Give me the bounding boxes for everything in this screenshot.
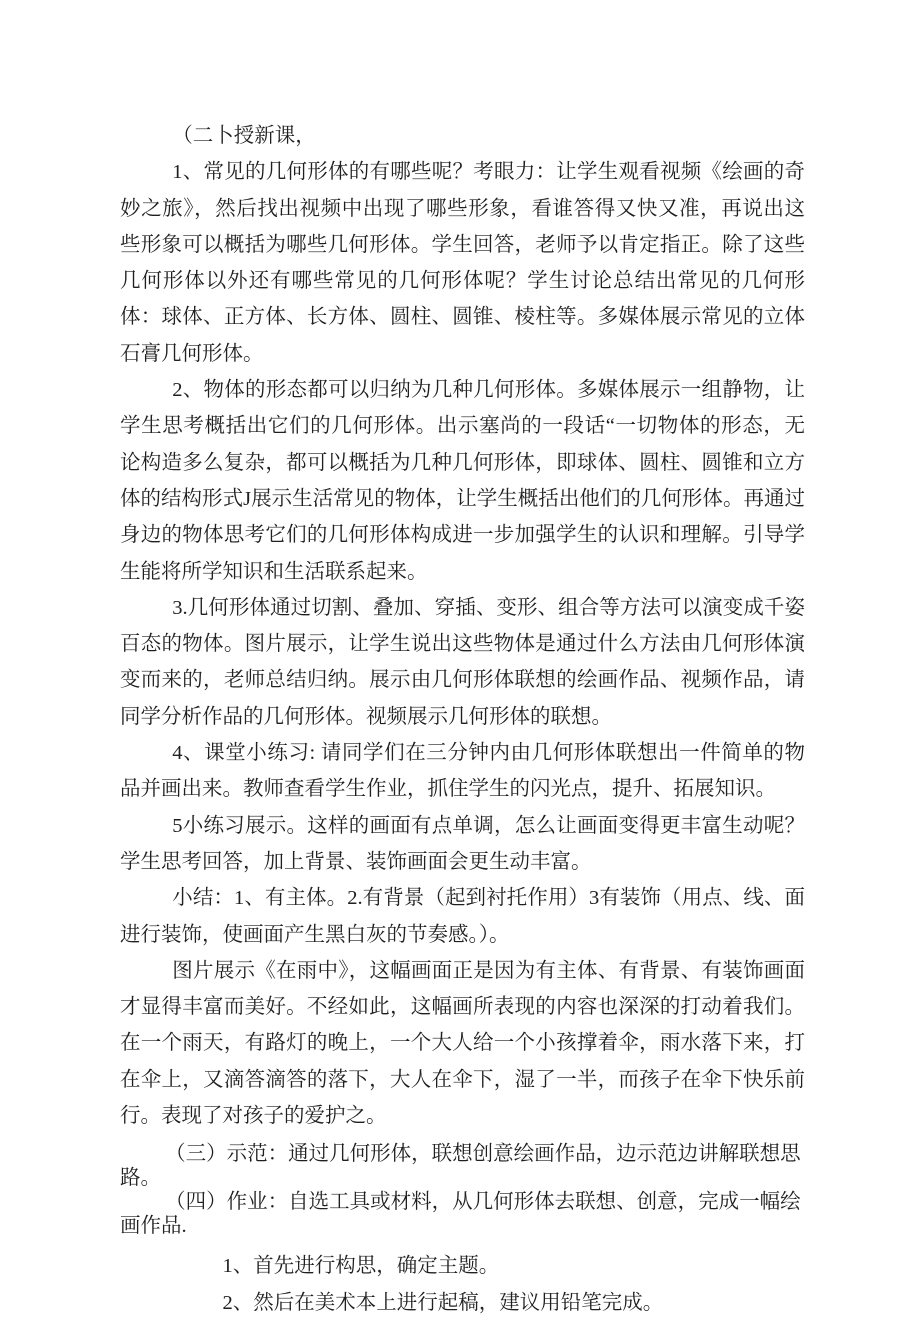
- paragraph-homework-step-1: 1、首先进行构思，确定主题。: [222, 1255, 500, 1278]
- paragraph-summary: 小结：1、有主体。2.有背景（起到衬托作用）3有装饰（用点、线、面进行装饰，使画面产生黑白灰的节奏感。）。: [120, 887, 805, 946]
- paragraph-point-1-common-shapes: 1、常见的几何形体的有哪些呢？考眼力：让学生观看视频《绘画的奇妙之旅》，然后找出视频中出现了哪些形象，看谁答得又快又准，再说出这些形象可以概括为哪些几何形体。学生回答，老师予以肯定指正。除了这些几何形体以外还有哪些常见的几何形体呢？学生讨论总结出常见的几何形体：球体、正方体、长方体、圆柱、圆锥、棱柱等。多媒体展示常见的立体石膏几何形体。: [120, 161, 805, 365]
- paragraph-section-3-demonstration: （三）示范：通过几何形体，联想创意绘画作品，边示范边讲解联想思路。: [120, 1143, 801, 1190]
- paragraph-point-5-exercise-display: 5小练习展示。这样的画面有点单调，怎么让画面变得更丰富生动呢？学生思考回答，加上背景、装饰画面会更生动丰富。: [120, 814, 805, 873]
- paragraph-point-2-object-forms: 2、物体的形态都可以归纳为几种几何形体。多媒体展示一组静物，让学生思考概括出它们的几何形体。出示塞尚的一段话“一切物体的形态，无论构造多么复杂，都可以概括为几种几何形体，即球体、圆柱、圆锥和立方体的结构形式J展示生活常见的物体，让学生概括出他们的几何形体。再通过身边的物体思考它们的几何形体构成进一步加强学生的认识和理解。引导学生能将所学知识和生活联系起来。: [120, 379, 805, 583]
- paragraph-point-4-class-exercise: 4、课堂小练习: 请同学们在三分钟内由几何形体联想出一件简单的物品并画出来。教师查看学生作业，抓住学生的闪光点，提升、拓展知识。: [120, 742, 805, 801]
- paragraph-section-4-homework: （四）作业：自选工具或材料，从几何形体去联想、创意，完成一幅绘画作品.: [120, 1191, 801, 1238]
- paragraph-point-3-shape-transformations: 3.几何形体通过切割、叠加、穿插、变形、组合等方法可以演变成千姿百态的物体。图片展示，让学生说出这些物体是通过什么方法由几何形体演变而来的，老师总结归纳。展示由几何形体联想的绘画作品、视频作品，请同学分析作品的几何形体。视频展示几何形体的联想。: [120, 596, 805, 728]
- document-content: [120, 118, 805, 1321]
- paragraph-homework-step-2: 2、然后在美术本上进行起稿，建议用铅笔完成。: [222, 1291, 664, 1314]
- paragraph-lesson-section-heading: （二卜授新课，: [172, 125, 316, 147]
- paragraph-picture-in-the-rain: 图片展示《在雨中》，这幅画面正是因为有主体、有背景、有装饰画面才显得丰富而美好。不经如此，这幅画所表现的内容也深深的打动着我们。在一个雨天，有路灯的晚上，一个大人给一个小孩撑着伞，雨水落下来，打在伞上，又滴答滴答的落下，大人在伞下，湿了一半，而孩子在伞下快乐前行。表现了对孩子的爱护之。: [120, 959, 805, 1128]
